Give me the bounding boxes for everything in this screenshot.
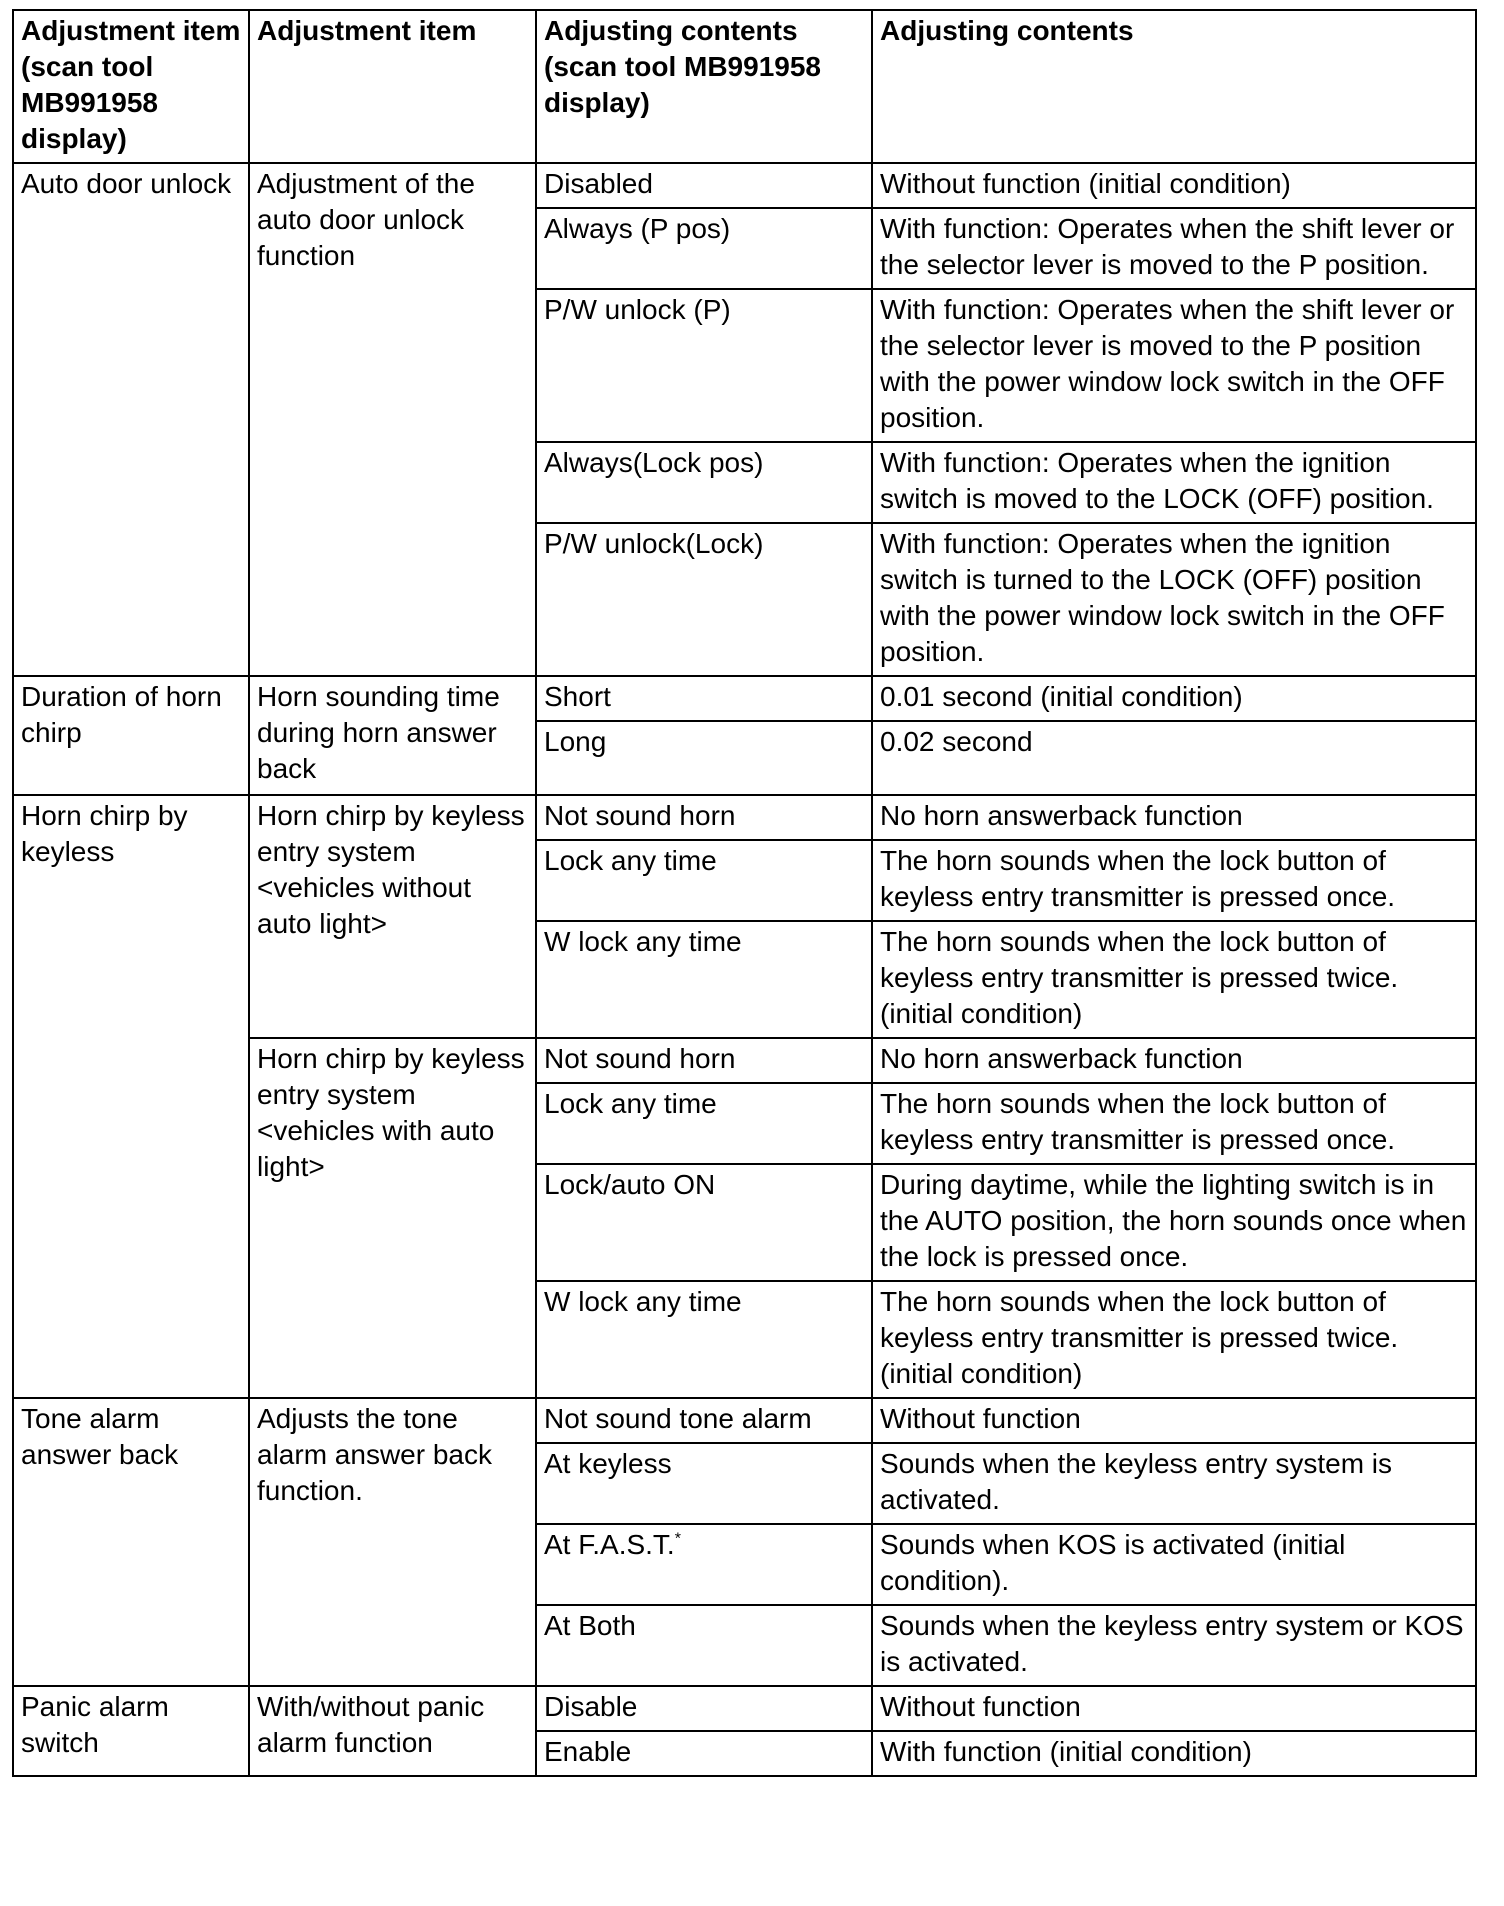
item-cell: Horn chirp by keyless	[13, 795, 249, 1398]
setting-cell: P/W unlock (P)	[536, 289, 872, 442]
setting-cell: Not sound tone alarm	[536, 1398, 872, 1443]
table-header-row	[13, 10, 1476, 163]
adjustment-table	[12, 9, 1477, 1777]
content-cell: Without function	[872, 1686, 1476, 1731]
header-adjusting-contents: Adjusting contents	[872, 10, 1476, 163]
table-row	[13, 676, 1476, 721]
setting-cell: At Both	[536, 1605, 872, 1686]
description-cell: With/without panic alarm function	[249, 1686, 536, 1776]
table-row	[13, 163, 1476, 208]
description-cell: Horn chirp by keyless entry system <vehicles with auto light>	[249, 1038, 536, 1398]
item-cell: Auto door unlock	[13, 163, 249, 676]
description-cell: Adjusts the tone alarm answer back function.	[249, 1398, 536, 1686]
table-row	[13, 795, 1476, 840]
content-cell: With function: Operates when the shift lever or the selector lever is moved to the P position with the power window lock switch in the OFF position.	[872, 289, 1476, 442]
item-cell: Tone alarm answer back	[13, 1398, 249, 1686]
content-cell: With function: Operates when the shift lever or the selector lever is moved to the P position.	[872, 208, 1476, 289]
description-cell: Horn chirp by keyless entry system <vehicles without auto light>	[249, 795, 536, 1038]
setting-cell: At keyless	[536, 1443, 872, 1524]
setting-cell: Always(Lock pos)	[536, 442, 872, 523]
setting-cell	[536, 1524, 872, 1605]
setting-cell: Disabled	[536, 163, 872, 208]
content-cell: Sounds when the keyless entry system is activated.	[872, 1443, 1476, 1524]
content-cell: With function: Operates when the ignition switch is moved to the LOCK (OFF) position.	[872, 442, 1476, 523]
content-cell: The horn sounds when the lock button of keyless entry transmitter is pressed twice. (initial condition)	[872, 1281, 1476, 1398]
content-cell: Sounds when KOS is activated (initial condition).	[872, 1524, 1476, 1605]
setting-cell: Lock any time	[536, 1083, 872, 1164]
content-cell: Sounds when the keyless entry system or KOS is activated.	[872, 1605, 1476, 1686]
content-cell: Without function (initial condition)	[872, 163, 1476, 208]
item-cell: Duration of horn chirp	[13, 676, 249, 795]
content-cell: During daytime, while the lighting switch is in the AUTO position, the horn sounds once when the lock is pressed once.	[872, 1164, 1476, 1281]
content-cell: With function: Operates when the ignition switch is turned to the LOCK (OFF) position with the power window lock switch in the OFF position.	[872, 523, 1476, 676]
content-cell: The horn sounds when the lock button of keyless entry transmitter is pressed once.	[872, 840, 1476, 921]
setting-cell: Short	[536, 676, 872, 721]
description-cell: Horn sounding time during horn answer back	[249, 676, 536, 795]
content-cell: No horn answerback function	[872, 1038, 1476, 1083]
setting-cell: Always (P pos)	[536, 208, 872, 289]
item-cell: Panic alarm switch	[13, 1686, 249, 1776]
setting-cell: W lock any time	[536, 1281, 872, 1398]
setting-cell: Not sound horn	[536, 795, 872, 840]
description-cell: Adjustment of the auto door unlock function	[249, 163, 536, 676]
setting-cell: W lock any time	[536, 921, 872, 1038]
header-adjusting-contents-scan-tool: Adjusting contents (scan tool MB991958 display)	[536, 10, 872, 163]
content-cell: With function (initial condition)	[872, 1731, 1476, 1776]
content-cell: The horn sounds when the lock button of keyless entry transmitter is pressed twice. (initial condition)	[872, 921, 1476, 1038]
content-cell: Without function	[872, 1398, 1476, 1443]
setting-cell: Enable	[536, 1731, 872, 1776]
setting-cell: Lock/auto ON	[536, 1164, 872, 1281]
content-cell: 0.01 second (initial condition)	[872, 676, 1476, 721]
content-cell: 0.02 second	[872, 721, 1476, 795]
setting-cell: Long	[536, 721, 872, 795]
setting-cell: Lock any time	[536, 840, 872, 921]
header-adjustment-item-scan-tool: Adjustment item (scan tool MB991958 display)	[13, 10, 249, 163]
table-row	[13, 1398, 1476, 1443]
content-cell: No horn answerback function	[872, 795, 1476, 840]
footnote-marker: *	[674, 1530, 681, 1548]
setting-cell: Disable	[536, 1686, 872, 1731]
setting-cell: P/W unlock(Lock)	[536, 523, 872, 676]
header-adjustment-item: Adjustment item	[249, 10, 536, 163]
setting-text: At F.A.S.T.	[544, 1529, 675, 1560]
setting-cell: Not sound horn	[536, 1038, 872, 1083]
table-row	[13, 1686, 1476, 1731]
content-cell: The horn sounds when the lock button of keyless entry transmitter is pressed once.	[872, 1083, 1476, 1164]
